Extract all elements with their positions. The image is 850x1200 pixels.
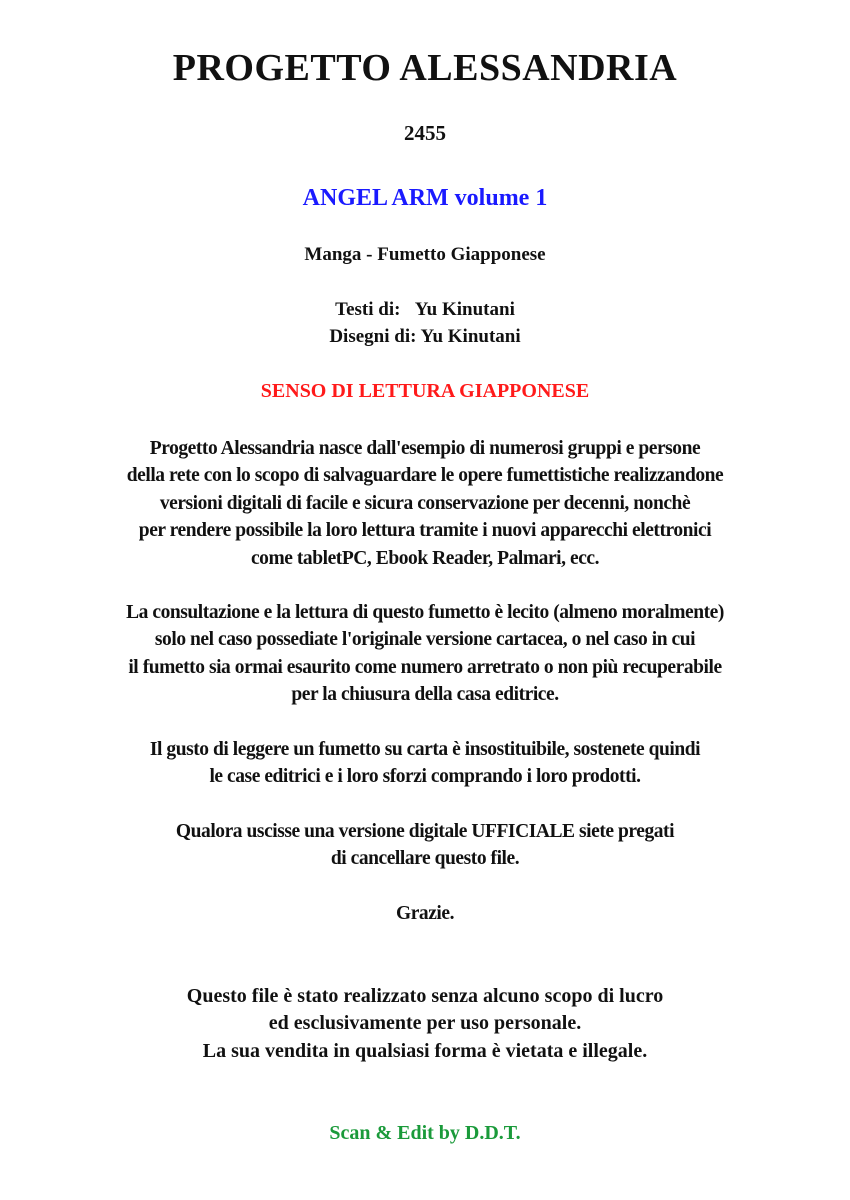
credit-writer — [0, 299, 850, 321]
paragraph-intro — [0, 435, 850, 572]
credit-writer-value: Yu Kinutani — [414, 299, 515, 320]
credit-artist — [0, 326, 850, 348]
paragraph-line: versioni digitali di facile e sicura conservazione per decenni, nonchè — [159, 492, 691, 514]
release-number: 2455 — [404, 121, 446, 145]
disclaimer — [0, 983, 850, 1065]
paragraph-line: come tabletPC, Ebook Reader, Palmari, ecc. — [250, 547, 600, 569]
credit-artist-value: Yu Kinutani — [420, 326, 521, 347]
paragraph-line: per la chiusura della casa editrice. — [291, 684, 559, 706]
paragraph-official — [0, 818, 850, 873]
paragraph-line: il fumetto sia ormai esaurito come numero arretrato o non più recuperabile — [128, 656, 722, 678]
paragraph-line: per rendere possibile la loro lettura tramite i nuovi apparecchi elettronici — [138, 520, 712, 542]
series-title: ANGEL ARM — [302, 185, 449, 211]
paragraph-thanks — [0, 900, 850, 927]
paragraph-line: Progetto Alessandria nasce dall'esempio di numerosi gruppi e persone — [149, 438, 701, 459]
paragraph-line: Qualora uscisse una versione digitale UFFICIALE siete pregati — [175, 821, 675, 842]
paragraph-line: Il gusto di leggere un fumetto su carta è insostituibile, sostenete quindi — [149, 739, 701, 760]
paragraph-line: La consultazione e la lettura di questo fumetto è lecito (almeno moralmente) — [126, 602, 724, 623]
page-title: PROGETTO ALESSANDRIA — [172, 47, 678, 89]
paragraph-line: della rete con lo scopo di salvaguardare le opere fumettistiche realizzandone — [126, 465, 724, 487]
disclaimer-line: ed esclusivamente per uso personale. — [268, 1012, 582, 1035]
disclaimer-line: Questo file è stato realizzato senza alcuno scopo di lucro — [186, 985, 664, 1007]
volume-label: volume 1 — [454, 185, 548, 211]
paragraph-line: solo nel caso possediate l'originale versione cartacea, o nel caso in cui — [154, 629, 696, 651]
paragraph-line: Grazie. — [395, 903, 455, 924]
series-heading — [0, 185, 850, 212]
disclaimer-line: La sua vendita in qualsiasi forma è vietata e illegale. — [202, 1039, 648, 1062]
paragraph-line: le case editrici e i loro sforzi comprando i loro prodotti. — [209, 766, 641, 788]
genre-label: Manga - Fumetto Giapponese — [304, 244, 546, 265]
paragraph-line: di cancellare questo file. — [330, 848, 520, 870]
scan-credit: Scan & Edit by D.D.T. — [329, 1122, 521, 1144]
reading-direction-notice: SENSO DI LETTURA GIAPPONESE — [260, 380, 590, 402]
paragraph-support — [0, 736, 850, 791]
credit-artist-label: Disegni di: — [329, 326, 417, 347]
credit-writer-label: Testi di: — [335, 299, 401, 320]
paragraph-usage — [0, 599, 850, 709]
